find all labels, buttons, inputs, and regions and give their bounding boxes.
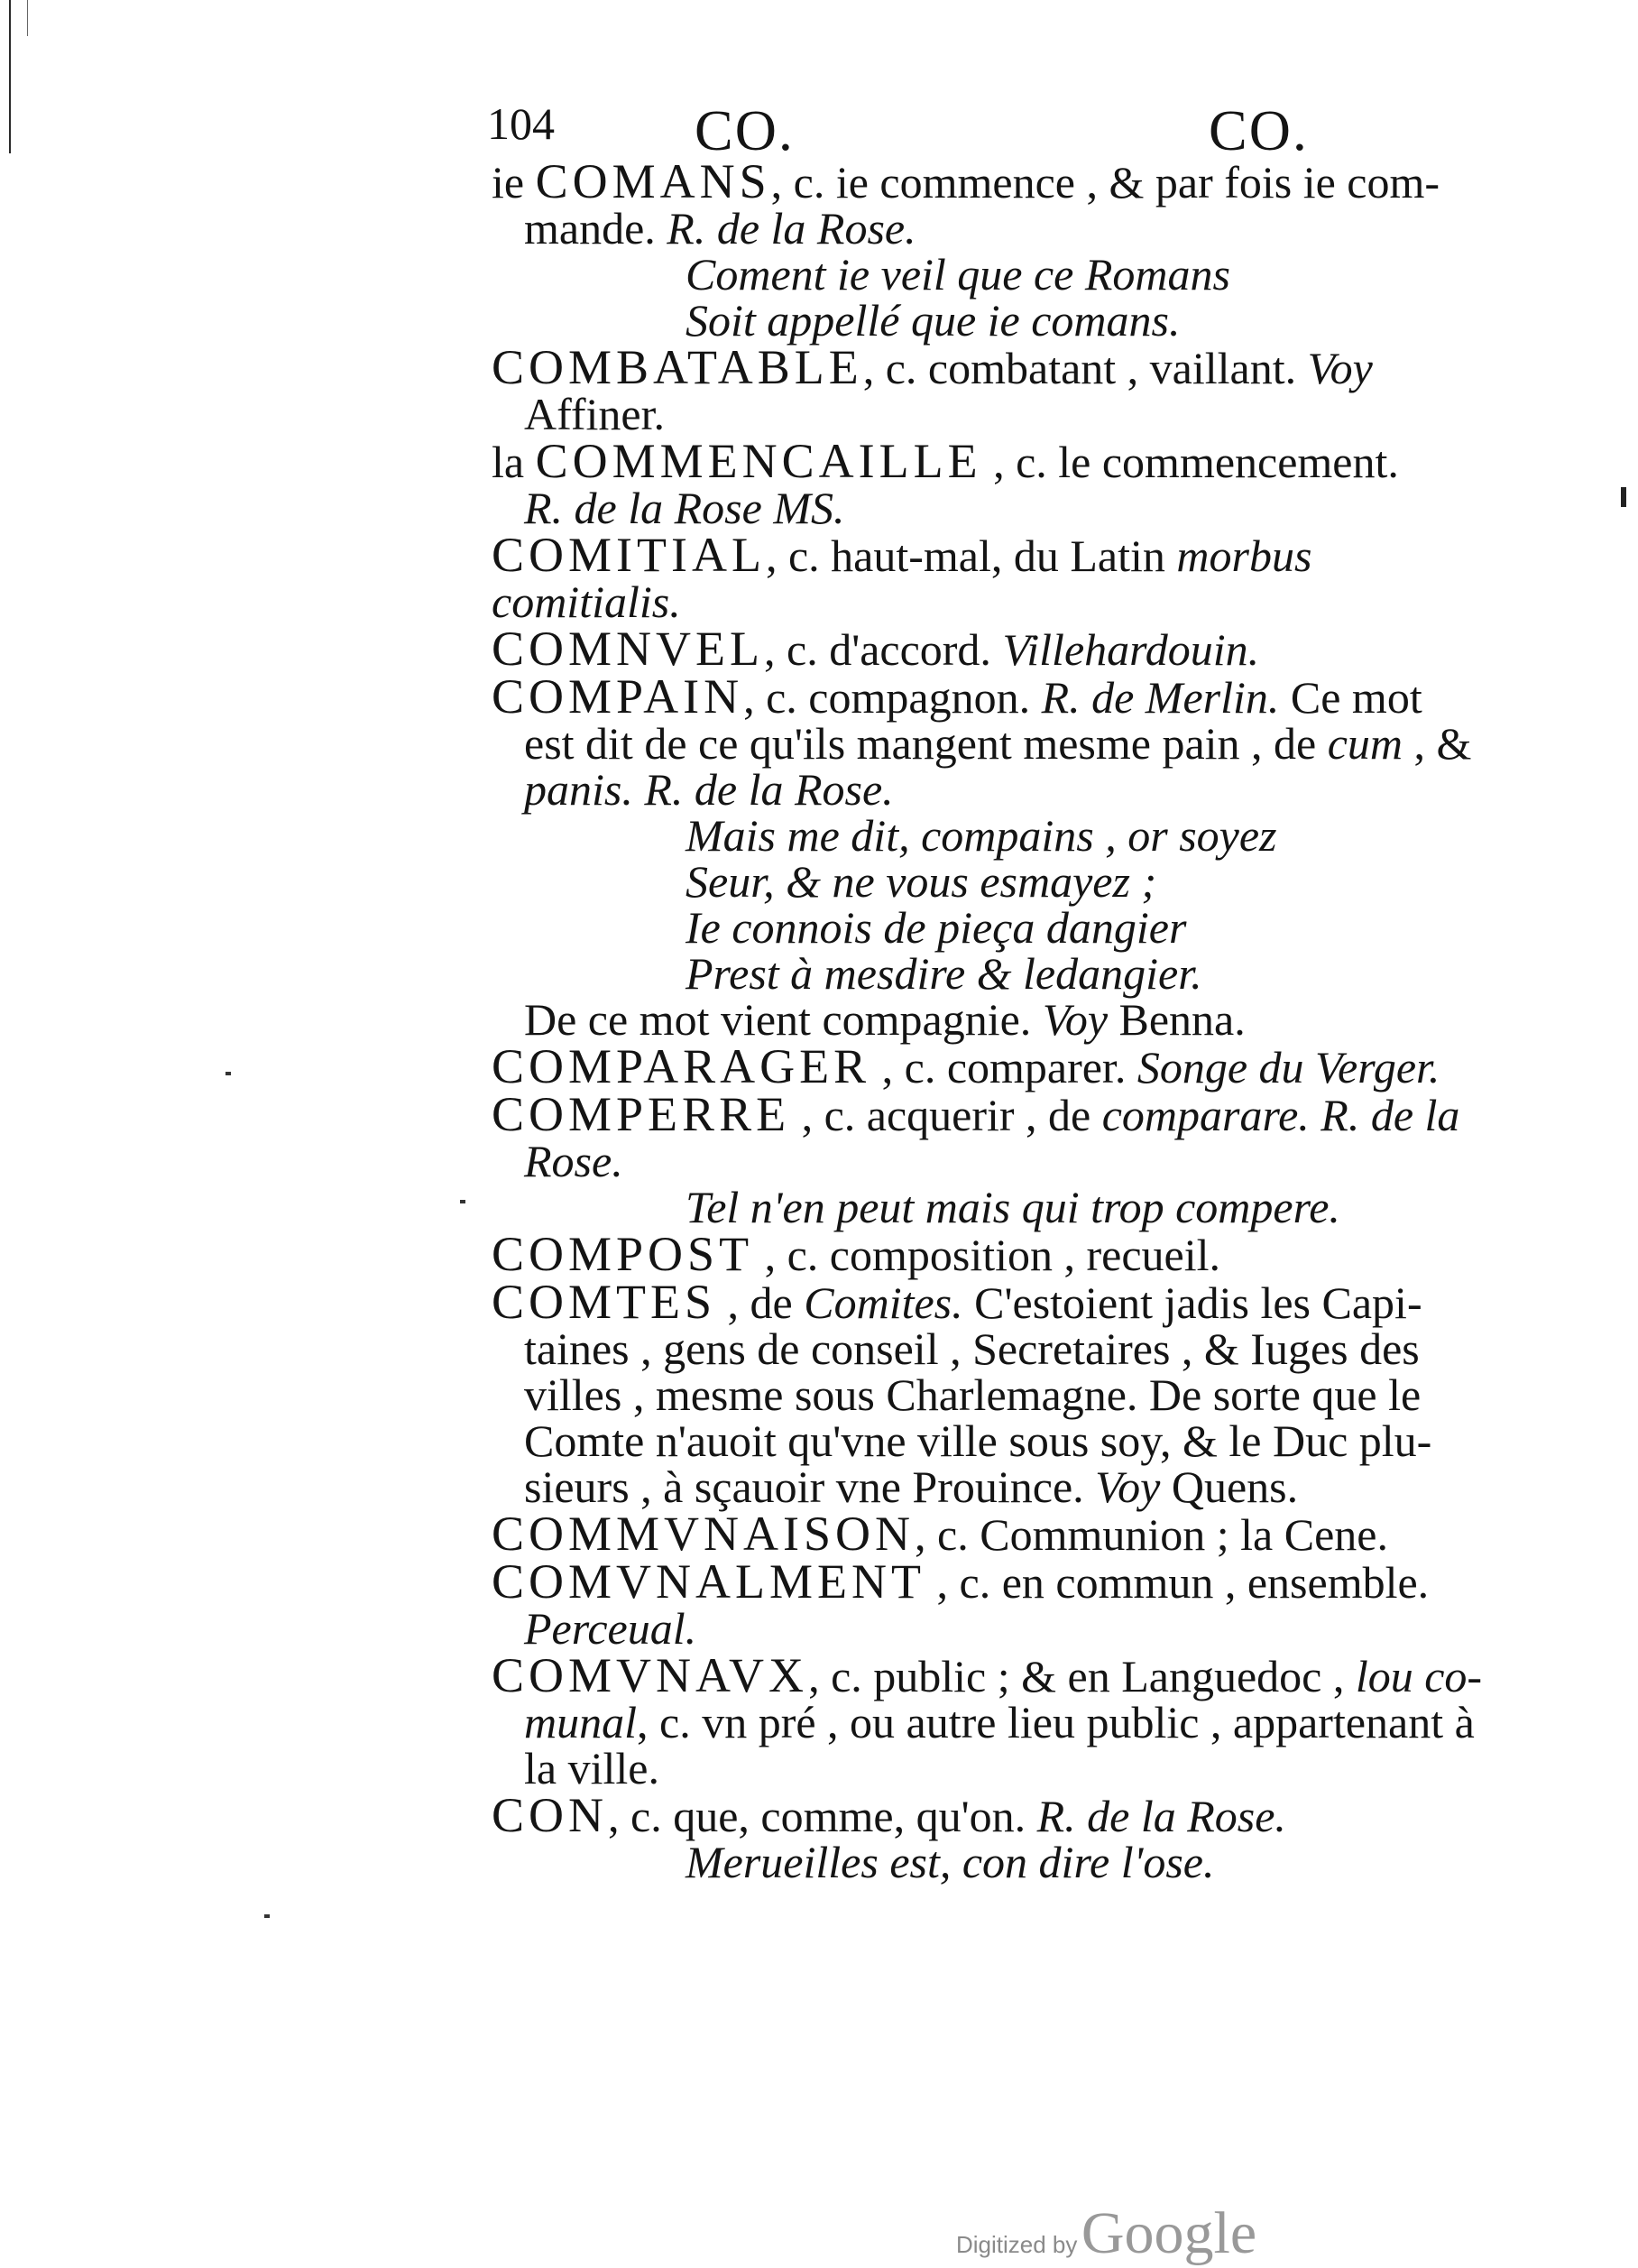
definition-text: est dit de ce qu'ils mangent mesme pain , de <box>524 718 1328 769</box>
dictionary-entry <box>492 669 1484 1045</box>
definition-text: , c. vn pré , ou autre lieu public , appartenant à <box>637 1697 1475 1747</box>
definition-text: , c. composition , recueil. <box>753 1230 1220 1280</box>
dictionary-entry <box>492 528 1484 627</box>
definition-text: Merueilles est, con dire l'ose. <box>686 1837 1215 1887</box>
definition-text: Coment ie veil que ce Romans <box>686 249 1230 300</box>
definition-text <box>1310 1090 1321 1140</box>
definition-text: , c. combatant , vaillant. <box>862 343 1308 393</box>
italic-citation: Villehardouin. <box>1002 624 1260 675</box>
google-wordmark: Google <box>1081 2200 1257 2266</box>
italic-citation: Voy <box>1307 343 1373 393</box>
verse-quote-line <box>492 249 1484 300</box>
definition-text: Mais me dit, compains , or soyez <box>686 810 1277 861</box>
entry-continuation-line <box>492 1369 1484 1420</box>
definition-text: , c. haut-mal, du Latin <box>765 530 1177 581</box>
definition-text <box>633 764 645 815</box>
entry-continuation-line <box>492 389 1484 439</box>
definition-text: Comte n'auoit qu'vne ville sous soy, & le Duc plu- <box>524 1415 1432 1466</box>
italic-citation: panis. <box>524 764 633 815</box>
italic-citation: munal <box>524 1697 637 1747</box>
entry-continuation-line <box>492 485 1484 531</box>
page-edge-line <box>9 0 11 153</box>
definition-text: Prest à mesdire & ledangier. <box>686 948 1202 999</box>
italic-citation: Rose. <box>524 1136 623 1186</box>
entry-head-line <box>492 1788 1484 1842</box>
italic-citation: R. de la <box>1321 1090 1460 1140</box>
verse-quote-line <box>492 948 1484 999</box>
italic-citation: R. de la Rose. <box>1036 1791 1286 1841</box>
italic-citation: Songe du Verger. <box>1136 1042 1440 1093</box>
entry-head-line <box>492 154 1484 208</box>
entry-head-line <box>492 1507 1484 1561</box>
entry-head-line <box>492 1227 1484 1281</box>
definition-text: Affiner. <box>524 389 665 439</box>
entry-head-line <box>492 1554 1484 1609</box>
entry-continuation-line <box>492 994 1484 1045</box>
definition-text: taines , gens de conseil , Secretaires , & Iuges des <box>524 1323 1420 1374</box>
dictionary-entry <box>492 1227 1484 1281</box>
running-head-right: CO. <box>1209 98 1309 162</box>
entry-continuation-line <box>492 1603 1484 1654</box>
digitized-by-label: Digitized by <box>956 2231 1078 2258</box>
italic-citation: R. de la Rose. <box>644 764 894 815</box>
entry-head-line <box>492 1039 1484 1093</box>
dictionary-entries <box>492 154 1484 1887</box>
definition-text: , c. Communion ; la Cene. <box>915 1509 1388 1560</box>
entry-continuation-line <box>492 718 1484 769</box>
headword: COMANS <box>535 154 771 208</box>
page-number: 104 <box>487 98 555 149</box>
headword: COMPERRE <box>492 1087 791 1141</box>
entry-continuation-line <box>492 1743 1484 1793</box>
entry-head-line <box>492 434 1484 488</box>
headword: COMNVEL <box>492 622 764 676</box>
entry-head-line <box>492 1087 1484 1141</box>
entry-continuation-line <box>492 1136 1484 1186</box>
verse-quote-line <box>492 856 1484 907</box>
definition-text: De ce mot vient compagnie. <box>524 994 1043 1045</box>
running-head-left: CO. <box>695 98 795 162</box>
entry-head-line <box>492 528 1484 627</box>
entry-continuation-line <box>492 203 1484 254</box>
entry-continuation-line <box>492 764 1484 815</box>
definition-text: , c. que, comme, qu'on. <box>608 1791 1037 1841</box>
definition-text: Ie connois de pieça dangier <box>686 902 1187 953</box>
definition-text: C'estoient jadis les Capi- <box>962 1277 1422 1328</box>
definition-text: Ce mot <box>1279 672 1422 723</box>
italic-citation: cum <box>1327 718 1403 769</box>
definition-text: , c. d'accord. <box>764 624 1003 675</box>
entry-continuation-line <box>492 1323 1484 1374</box>
dictionary-entry <box>492 1275 1484 1512</box>
definition-text: , c. compagnon. <box>743 672 1042 723</box>
verse-quote-line <box>492 1182 1484 1232</box>
margin-mark <box>1621 487 1626 507</box>
definition-text: , & <box>1403 718 1472 769</box>
italic-citation: R. de la Rose. <box>667 203 916 254</box>
definition-text: , c. en commun , ensemble. <box>925 1557 1430 1608</box>
definition-text: ie <box>492 157 536 207</box>
italic-citation: R. de Merlin. <box>1041 672 1280 723</box>
definition-text: , c. acquerir , de <box>790 1090 1102 1140</box>
definition-text: Tel n'en peut mais qui trop compere. <box>686 1182 1340 1232</box>
headword: COMITIAL <box>492 528 766 582</box>
headword: COMMVNAISON <box>492 1507 916 1561</box>
page-edge-mark <box>27 0 28 36</box>
definition-text: Seur, & ne vous esmayez ; <box>686 856 1157 907</box>
headword: CON <box>492 1788 609 1842</box>
speck <box>460 1200 465 1203</box>
definition-text: Benna. <box>1108 994 1246 1045</box>
definition-text: Soit appellé que ie comans. <box>686 295 1181 346</box>
entry-continuation-line <box>492 1415 1484 1466</box>
verse-quote-line <box>492 810 1484 861</box>
headword: COMTES <box>492 1275 717 1329</box>
definition-text: mande. <box>524 203 667 254</box>
italic-citation: R. de la Rose MS. <box>524 483 845 533</box>
entry-head-line <box>492 1648 1484 1702</box>
entry-continuation-line <box>492 1461 1484 1512</box>
headword: COMBATABLE <box>492 340 863 394</box>
definition-text: , c. public ; & en Languedoc , <box>808 1651 1356 1701</box>
headword: COMVNALMENT <box>492 1554 925 1609</box>
definition-text: la ville. <box>524 1743 659 1793</box>
italic-citation: Perceual. <box>524 1603 697 1654</box>
dictionary-entry <box>492 154 1484 346</box>
definition-text: Quens. <box>1160 1461 1299 1512</box>
italic-citation: lou co- <box>1355 1651 1483 1701</box>
definition-text: , de <box>716 1277 805 1328</box>
italic-citation: morbus comitialis. <box>492 530 1312 627</box>
digitization-watermark <box>956 2199 1256 2268</box>
verse-quote-line <box>492 295 1484 346</box>
italic-citation: comparare. <box>1101 1090 1310 1140</box>
italic-citation: Voy <box>1095 1461 1161 1512</box>
italic-citation: Comites. <box>804 1277 963 1328</box>
verse-quote-line <box>492 902 1484 953</box>
definition-text: la <box>492 437 536 487</box>
dictionary-entry <box>492 1087 1484 1232</box>
speck <box>225 1072 231 1075</box>
dictionary-entry <box>492 1507 1484 1561</box>
headword: COMPAIN <box>492 669 744 724</box>
entry-head-line <box>492 1275 1484 1329</box>
headword: COMPOST <box>492 1227 754 1281</box>
entry-continuation-line <box>492 1697 1484 1747</box>
speck <box>264 1914 270 1918</box>
headword: COMVNAVX <box>492 1648 809 1702</box>
dictionary-entry <box>492 622 1484 676</box>
dictionary-entry <box>492 1648 1484 1793</box>
dictionary-entry <box>492 340 1484 439</box>
entry-head-line <box>492 622 1484 676</box>
dictionary-entry <box>492 1039 1484 1093</box>
running-header <box>487 97 1479 161</box>
definition-text: , c. ie commence , & par fois ie com- <box>770 157 1440 207</box>
dictionary-entry <box>492 1788 1484 1887</box>
dictionary-entry <box>492 434 1484 533</box>
definition-text: , c. le commencement. <box>981 437 1399 487</box>
verse-quote-line <box>492 1839 1484 1885</box>
headword: COMPARAGER <box>492 1039 871 1093</box>
entry-head-line <box>492 340 1484 394</box>
definition-text: sieurs , à sçauoir vne Prouince. <box>524 1461 1096 1512</box>
definition-text: , c. comparer. <box>870 1042 1137 1093</box>
headword: COMMENCAILLE <box>535 434 982 488</box>
definition-text: villes , mesme sous Charlemagne. De sorte que le <box>524 1369 1422 1420</box>
dictionary-entry <box>492 1554 1484 1654</box>
italic-citation: Voy <box>1042 994 1109 1045</box>
entry-head-line <box>492 669 1484 724</box>
